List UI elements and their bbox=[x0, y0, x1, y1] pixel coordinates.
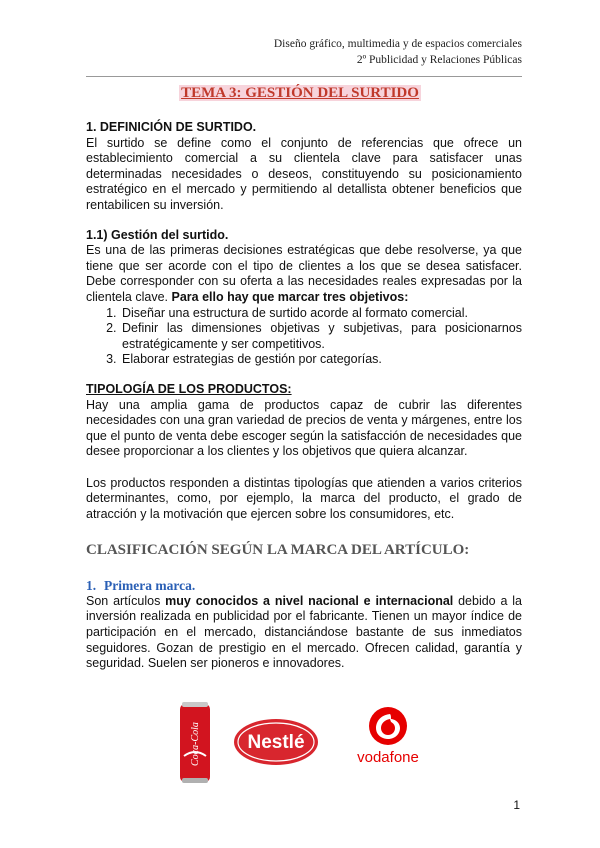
document-title-wrap bbox=[0, 84, 600, 102]
tipologia-paragraph-1: Hay una amplia gama de productos capaz de cubrir las diferentes necesidades con una gran variedad de precios de venta y márgenes, entre los que el punto de venta debe escoger según la satisfacción de necesidades que desee proporcionar a los clientes y los objetivos que quiera alcanzar. bbox=[86, 397, 522, 459]
cocacola-logo bbox=[180, 702, 210, 783]
brand-logos-svg bbox=[178, 700, 438, 786]
document-title: TEMA 3: GESTIÓN DEL SURTIDO bbox=[181, 85, 419, 101]
primera-marca-number: 1. bbox=[86, 578, 97, 594]
brand-logos bbox=[178, 700, 438, 786]
objectives-list bbox=[86, 306, 522, 368]
section-1-heading: 1. DEFINICIÓN DE SURTIDO. bbox=[86, 120, 257, 134]
tipologia-paragraph-2: Los productos responden a distintas tipologías que atienden a varios criterios determinantes, como, por ejemplo, la marca del producto, el grado de atracción y la motivación que ejercen sobre los consumidores, etc. bbox=[86, 475, 522, 522]
section-1-text: El surtido se define como el conjunto de referencias que ofrece un establecimiento comercial a su clientela clave para satisfacer unas determinadas necesidades o deseos, constituyendo su posicionamiento estratégico en el mercado y permitiendo al detallista obtener beneficios que rentabilicen su inversión. bbox=[86, 135, 522, 212]
nestle-wordmark: Nestlé bbox=[247, 732, 305, 753]
section-1-1-text bbox=[86, 243, 522, 305]
clasificacion-heading: CLASIFICACIÓN SEGÚN LA MARCA DEL ARTÍCULO: bbox=[86, 541, 470, 558]
header-degree: 2º Publicidad y Relaciones Públicas bbox=[356, 54, 522, 66]
page-header bbox=[274, 36, 522, 68]
section-1-1-body: Es una de las primeras decisiones estratégicas que debe resolverse, ya que tiene que ser acorde con el tipo de clientes a los que se desea satisfacer. Debe corresponder con su oferta a las necesidades reales expresadas por la clientela clave. bbox=[86, 243, 522, 304]
header-course: Diseño gráfico, multimedia y de espacios comerciales bbox=[273, 38, 522, 50]
primera-marca-heading bbox=[86, 578, 522, 594]
list-item: 1. Diseñar una estructura de surtido acorde al formato comercial. bbox=[120, 306, 522, 322]
vodafone-wordmark: vodafone bbox=[357, 749, 419, 766]
document-body bbox=[86, 120, 522, 672]
primera-marca-text-bold: muy conocidos a nivel nacional e internacional bbox=[165, 593, 454, 608]
list-item: 3. Elaborar estrategias de gestión por categorías. bbox=[120, 352, 522, 368]
nestle-logo bbox=[234, 719, 318, 765]
primera-marca-text bbox=[86, 594, 522, 672]
tipologia-heading: TIPOLOGÍA DE LOS PRODUCTOS: bbox=[86, 381, 292, 396]
header-divider bbox=[86, 76, 522, 77]
primera-marca-text-b: debido a la inversión realizada en publicidad por el fabricante. Tienen un mayor índice de participación en el mercado, distanciándose bastante de sus inmediatos seguidores. Gozan de prestigio en el mercado. Ofrecen calidad, garantía y seguridad. Suelen ser pioneros e innovadores. bbox=[86, 593, 522, 671]
page-number: 1 bbox=[513, 798, 520, 812]
section-1-1-bold: Para ello hay que marcar tres objetivos: bbox=[171, 289, 409, 304]
list-item: 2. Definir las dimensiones objetivas y subjetivas, para posicionarnos estratégicamente y ser competitivos. bbox=[120, 321, 522, 352]
cocacola-wordmark: Coca-Cola bbox=[190, 722, 201, 766]
primera-marca-text-a: Son artículos bbox=[86, 593, 166, 608]
vodafone-logo bbox=[357, 707, 419, 766]
section-1-1-heading: 1.1) Gestión del surtido. bbox=[86, 227, 229, 242]
primera-marca-title: Primera marca. bbox=[104, 578, 196, 594]
